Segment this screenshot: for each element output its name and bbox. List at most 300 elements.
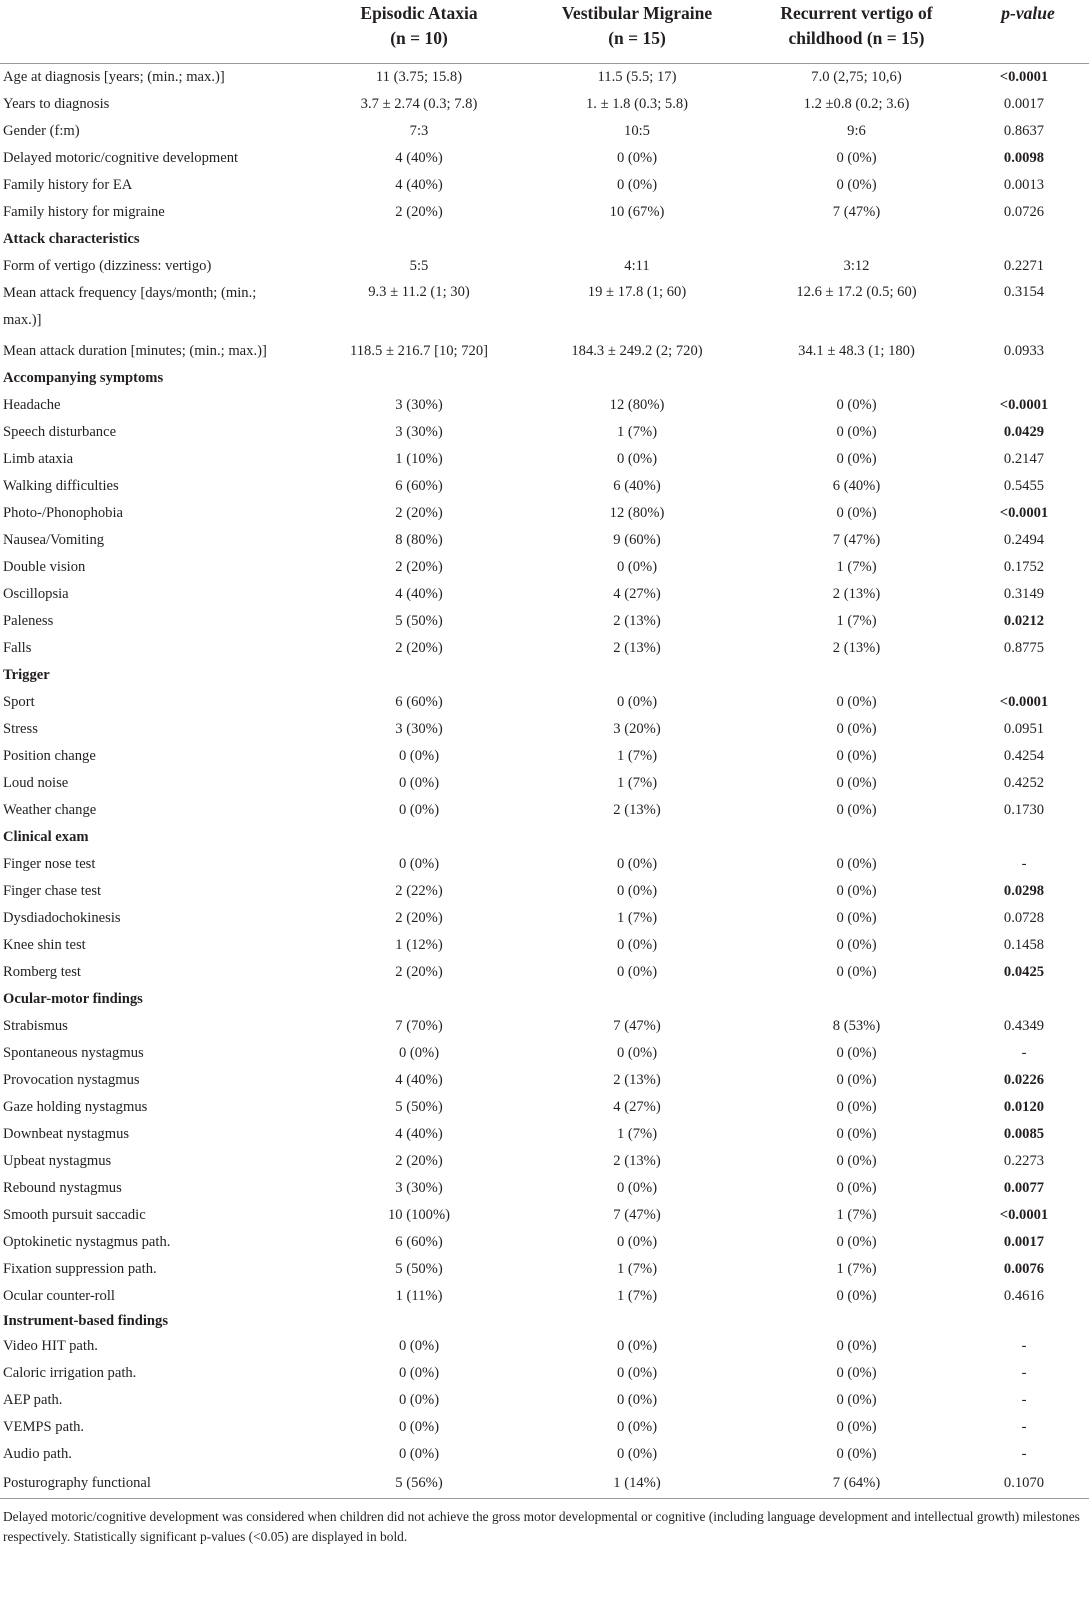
value-p: <0.0001 <box>999 69 1049 85</box>
value-episodic-ataxia: 3.7 ± 2.74 (0.3; 7.8) <box>360 96 478 112</box>
table-row <box>0 1414 1089 1441</box>
value-recurrent-vertigo <box>746 226 967 253</box>
value-vestibular-migraine: 0 (0%) <box>616 964 658 980</box>
value-recurrent-vertigo: 7 (64%) <box>746 1468 967 1499</box>
row-label: Audio path. <box>3 1446 72 1462</box>
header-rvc-count: childhood (n = 15) <box>788 28 925 48</box>
value-p: 0.0726 <box>1003 204 1045 220</box>
value-vestibular-migraine: 0 (0%) <box>616 937 658 953</box>
value-p: 0.3154 <box>1003 284 1045 300</box>
value-p: - <box>1021 1446 1027 1462</box>
row-label: Form of vertigo (dizziness: vertigo) <box>3 258 212 274</box>
row-label: Smooth pursuit saccadic <box>3 1207 146 1223</box>
table-row <box>0 851 1089 878</box>
value-p: 0.0013 <box>1003 177 1045 193</box>
value-vestibular-migraine: 11.5 (5.5; 17) <box>597 69 677 85</box>
value-episodic-ataxia: 5 (56%) <box>310 1468 528 1499</box>
value-recurrent-vertigo: 1 (7%) <box>836 1261 877 1277</box>
value-vestibular-migraine: 7 (47%) <box>613 1018 661 1034</box>
value-recurrent-vertigo: 0 (0%) <box>836 505 877 521</box>
value-p: 0.2494 <box>1003 532 1045 548</box>
value-vestibular-migraine: 1 (7%) <box>616 910 658 926</box>
table-row <box>0 1040 1089 1067</box>
table-row <box>0 1013 1089 1040</box>
value-episodic-ataxia <box>310 824 528 851</box>
value-vestibular-migraine: 1 (14%) <box>528 1468 746 1499</box>
value-recurrent-vertigo: 3:12 <box>843 258 870 274</box>
value-vestibular-migraine: 1 (7%) <box>616 1288 658 1304</box>
table-body <box>0 64 1089 1499</box>
header-p-value <box>967 0 1089 64</box>
value-recurrent-vertigo: 0 (0%) <box>836 775 877 791</box>
value-recurrent-vertigo: 0 (0%) <box>836 1365 877 1381</box>
value-p: 0.2147 <box>1003 451 1045 467</box>
table-row <box>0 1333 1089 1360</box>
value-p: 0.1458 <box>1003 937 1045 953</box>
value-recurrent-vertigo: 0 (0%) <box>836 1180 877 1196</box>
value-recurrent-vertigo <box>746 662 967 689</box>
value-vestibular-migraine: 2 (13%) <box>613 613 661 629</box>
value-episodic-ataxia <box>310 662 528 689</box>
value-p: 0.2273 <box>1003 1153 1045 1169</box>
table-row <box>0 1202 1089 1229</box>
value-episodic-ataxia: 3 (30%) <box>395 424 443 440</box>
value-recurrent-vertigo: 0 (0%) <box>836 1446 877 1462</box>
value-vestibular-migraine: 12 (80%) <box>609 505 665 521</box>
value-recurrent-vertigo: 0 (0%) <box>836 883 877 899</box>
value-vestibular-migraine: 2 (13%) <box>613 1072 661 1088</box>
table-row <box>0 280 1089 338</box>
value-vestibular-migraine: 12 (80%) <box>609 397 665 413</box>
value-episodic-ataxia: 4 (40%) <box>395 1126 443 1142</box>
value-vestibular-migraine: 0 (0%) <box>616 451 658 467</box>
value-episodic-ataxia: 9.3 ± 11.2 (1; 30) <box>368 284 470 300</box>
value-vestibular-migraine <box>528 365 746 392</box>
value-episodic-ataxia <box>310 986 528 1013</box>
table-row <box>0 905 1089 932</box>
table-row <box>0 635 1089 662</box>
row-label: Walking difficulties <box>3 478 119 494</box>
value-recurrent-vertigo: 0 (0%) <box>836 721 877 737</box>
value-episodic-ataxia: 8 (80%) <box>395 532 443 548</box>
row-label: Years to diagnosis <box>3 96 110 112</box>
value-p: 0.0933 <box>1003 343 1045 359</box>
table-row <box>0 743 1089 770</box>
row-label: Finger nose test <box>3 856 96 872</box>
table-row <box>0 118 1089 145</box>
value-recurrent-vertigo: 0 (0%) <box>836 856 877 872</box>
value-recurrent-vertigo: 7 (47%) <box>832 204 881 220</box>
row-label: Falls <box>3 640 32 656</box>
value-p: 0.4254 <box>1003 748 1045 764</box>
value-episodic-ataxia: 2 (20%) <box>395 204 443 220</box>
value-recurrent-vertigo: 0 (0%) <box>836 1234 877 1250</box>
value-recurrent-vertigo: 7 (47%) <box>832 532 881 548</box>
row-label: Video HIT path. <box>3 1338 98 1354</box>
value-episodic-ataxia: 5:5 <box>409 258 429 274</box>
value-p: <0.0001 <box>999 694 1049 710</box>
value-vestibular-migraine: 0 (0%) <box>616 883 658 899</box>
value-episodic-ataxia: 0 (0%) <box>398 1392 440 1408</box>
row-label: Caloric irrigation path. <box>3 1365 137 1381</box>
value-p <box>967 824 1089 851</box>
section-heading: Trigger <box>3 667 50 683</box>
row-label: Loud noise <box>3 775 69 791</box>
header-vm-title: Vestibular Migraine <box>561 3 713 23</box>
row-label: Position change <box>3 748 96 764</box>
value-episodic-ataxia: 0 (0%) <box>398 748 440 764</box>
table-row <box>0 770 1089 797</box>
row-label: Gaze holding nystagmus <box>3 1099 148 1115</box>
header-ea-count: (n = 10) <box>390 28 448 48</box>
value-vestibular-migraine: 1 (7%) <box>616 1261 658 1277</box>
table-row <box>0 1441 1089 1468</box>
table-row <box>0 473 1089 500</box>
value-p: 0.0076 <box>1003 1261 1045 1277</box>
value-p: 0.0017 <box>1003 1234 1045 1250</box>
value-vestibular-migraine: 0 (0%) <box>616 1365 658 1381</box>
section-row <box>0 824 1089 851</box>
row-label: Downbeat nystagmus <box>3 1126 130 1142</box>
table-row <box>0 1121 1089 1148</box>
value-episodic-ataxia: 2 (22%) <box>395 883 443 899</box>
table-row <box>0 1387 1089 1414</box>
row-label: Gender (f:m) <box>3 123 80 139</box>
value-p: 0.0425 <box>1003 964 1045 980</box>
section-heading: Ocular-motor findings <box>3 991 143 1007</box>
value-p: - <box>1021 1045 1027 1061</box>
value-vestibular-migraine <box>528 824 746 851</box>
value-recurrent-vertigo: 0 (0%) <box>836 150 877 166</box>
row-label: Photo-/Phonophobia <box>3 505 123 521</box>
table-row <box>0 172 1089 199</box>
value-p: 0.0728 <box>1003 910 1045 926</box>
section-heading: Attack characteristics <box>3 231 140 247</box>
value-p: 0.0120 <box>1003 1099 1045 1115</box>
value-vestibular-migraine: 6 (40%) <box>613 478 661 494</box>
value-recurrent-vertigo: 1 (7%) <box>836 613 877 629</box>
row-label: Spontaneous nystagmus <box>3 1045 144 1061</box>
value-vestibular-migraine: 4:11 <box>624 258 650 274</box>
row-label: Ocular counter-roll <box>3 1288 115 1304</box>
value-recurrent-vertigo: 0 (0%) <box>836 1045 877 1061</box>
value-p: 0.8775 <box>1003 640 1045 656</box>
table-header <box>0 0 1089 64</box>
value-vestibular-migraine: 1 (7%) <box>616 748 658 764</box>
table-row <box>0 797 1089 824</box>
value-episodic-ataxia: 10 (100%) <box>387 1207 450 1223</box>
value-recurrent-vertigo: 34.1 ± 48.3 (1; 180) <box>798 343 915 359</box>
value-vestibular-migraine: 4 (27%) <box>613 1099 661 1115</box>
value-episodic-ataxia <box>310 226 528 253</box>
value-recurrent-vertigo: 12.6 ± 17.2 (0.5; 60) <box>796 284 917 300</box>
value-episodic-ataxia: 0 (0%) <box>398 802 440 818</box>
value-vestibular-migraine: 0 (0%) <box>616 559 658 575</box>
table-row <box>0 392 1089 419</box>
value-vestibular-migraine <box>528 986 746 1013</box>
value-episodic-ataxia: 0 (0%) <box>398 856 440 872</box>
value-recurrent-vertigo: 0 (0%) <box>836 177 877 193</box>
value-p: 0.0017 <box>1003 96 1045 112</box>
value-p: 0.8637 <box>1003 123 1045 139</box>
value-p: <0.0001 <box>999 505 1049 521</box>
header-vm-count: (n = 15) <box>608 28 666 48</box>
table-row <box>0 1067 1089 1094</box>
row-label: Headache <box>3 397 61 413</box>
table-row <box>0 1229 1089 1256</box>
value-vestibular-migraine <box>528 662 746 689</box>
value-recurrent-vertigo <box>746 365 967 392</box>
table-row <box>0 64 1089 92</box>
row-label: Nausea/Vomiting <box>3 532 105 548</box>
value-p: 0.0298 <box>1003 883 1045 899</box>
value-vestibular-migraine: 19 ± 17.8 (1; 60) <box>587 284 687 300</box>
row-label: Optokinetic nystagmus path. <box>3 1234 171 1250</box>
row-label: Double vision <box>3 559 86 575</box>
table-row <box>0 1094 1089 1121</box>
value-recurrent-vertigo: 0 (0%) <box>836 694 877 710</box>
value-episodic-ataxia: 5 (50%) <box>395 613 443 629</box>
value-p: 0.1070 <box>967 1468 1089 1499</box>
header-recurrent-vertigo <box>746 0 967 64</box>
header-p-value-label: p-value <box>1001 3 1055 23</box>
table-row <box>0 1468 1089 1499</box>
value-recurrent-vertigo: 9:6 <box>847 123 866 139</box>
value-p: 0.0077 <box>1003 1180 1045 1196</box>
row-label: Limb ataxia <box>3 451 74 467</box>
value-vestibular-migraine: 2 (13%) <box>613 802 661 818</box>
section-heading: Clinical exam <box>3 829 89 845</box>
value-vestibular-migraine: 10 (67%) <box>609 204 665 220</box>
value-episodic-ataxia: 5 (50%) <box>395 1261 443 1277</box>
row-label: Oscillopsia <box>3 586 69 602</box>
value-episodic-ataxia: 1 (12%) <box>395 937 443 953</box>
value-p: - <box>1021 1392 1027 1408</box>
table-row <box>0 608 1089 635</box>
value-episodic-ataxia <box>310 1310 528 1333</box>
row-label: Provocation nystagmus <box>3 1072 140 1088</box>
value-vestibular-migraine: 0 (0%) <box>616 1180 658 1196</box>
table-row <box>0 253 1089 280</box>
section-row <box>0 365 1089 392</box>
value-vestibular-migraine: 184.3 ± 249.2 (2; 720) <box>571 343 703 359</box>
value-recurrent-vertigo: 0 (0%) <box>836 1419 877 1435</box>
value-vestibular-migraine: 0 (0%) <box>616 1392 658 1408</box>
value-vestibular-migraine: 7 (47%) <box>613 1207 661 1223</box>
header-episodic-ataxia <box>310 0 528 64</box>
value-episodic-ataxia: 0 (0%) <box>398 1045 440 1061</box>
value-recurrent-vertigo: 0 (0%) <box>836 802 877 818</box>
value-vestibular-migraine <box>528 226 746 253</box>
value-vestibular-migraine: 3 (20%) <box>613 721 661 737</box>
value-recurrent-vertigo: 0 (0%) <box>836 397 877 413</box>
table-row <box>0 878 1089 905</box>
value-p: 0.0098 <box>1003 150 1045 166</box>
value-vestibular-migraine: 0 (0%) <box>616 1419 658 1435</box>
row-label: VEMPS path. <box>3 1419 85 1435</box>
row-label: Romberg test <box>3 964 81 980</box>
value-episodic-ataxia: 6 (60%) <box>395 478 443 494</box>
table-row <box>0 500 1089 527</box>
value-episodic-ataxia: 3 (30%) <box>395 721 443 737</box>
value-p: - <box>1021 1338 1027 1354</box>
value-vestibular-migraine: 1. ± 1.8 (0.3; 5.8) <box>585 96 689 112</box>
value-p: 0.5455 <box>1003 478 1045 494</box>
value-vestibular-migraine: 0 (0%) <box>616 1234 658 1250</box>
table-row <box>0 932 1089 959</box>
row-label: Age at diagnosis [years; (min.; max.)] <box>3 69 225 85</box>
value-episodic-ataxia: 0 (0%) <box>398 1338 440 1354</box>
value-vestibular-migraine: 0 (0%) <box>616 856 658 872</box>
row-label: Fixation suppression path. <box>3 1261 157 1277</box>
value-recurrent-vertigo: 2 (13%) <box>832 640 881 656</box>
value-recurrent-vertigo: 0 (0%) <box>836 451 877 467</box>
row-label: Mean attack duration [minutes; (min.; max.)] <box>3 343 267 359</box>
value-p: 0.3149 <box>1003 586 1045 602</box>
table-row <box>0 1175 1089 1202</box>
row-label: Rebound nystagmus <box>3 1180 122 1196</box>
value-episodic-ataxia: 1 (11%) <box>395 1288 443 1304</box>
value-vestibular-migraine: 4 (27%) <box>613 586 661 602</box>
value-episodic-ataxia: 7 (70%) <box>395 1018 443 1034</box>
table-row <box>0 1256 1089 1283</box>
value-episodic-ataxia: 4 (40%) <box>395 177 443 193</box>
value-p: 0.0226 <box>1003 1072 1045 1088</box>
header-empty-cell <box>0 0 310 64</box>
value-episodic-ataxia: 2 (20%) <box>395 910 443 926</box>
table-row <box>0 1283 1089 1310</box>
section-heading: Instrument-based findings <box>3 1313 169 1329</box>
row-label: Paleness <box>3 613 54 629</box>
value-vestibular-migraine: 0 (0%) <box>616 1045 658 1061</box>
value-recurrent-vertigo <box>746 986 967 1013</box>
value-recurrent-vertigo: 1.2 ±0.8 (0.2; 3.6) <box>803 96 910 112</box>
value-recurrent-vertigo: 0 (0%) <box>836 1288 877 1304</box>
value-p: 0.2271 <box>1003 258 1045 274</box>
value-episodic-ataxia: 3 (30%) <box>395 1180 443 1196</box>
value-p: 0.0429 <box>1003 424 1045 440</box>
value-vestibular-migraine: 0 (0%) <box>616 177 658 193</box>
value-vestibular-migraine: 0 (0%) <box>616 1446 658 1462</box>
row-label: AEP path. <box>3 1392 63 1408</box>
row-label <box>0 280 310 338</box>
table-row <box>0 959 1089 986</box>
value-vestibular-migraine: 0 (0%) <box>616 1338 658 1354</box>
value-p <box>967 1310 1089 1333</box>
header-vestibular-migraine <box>528 0 746 64</box>
value-recurrent-vertigo: 0 (0%) <box>836 1072 877 1088</box>
value-recurrent-vertigo: 0 (0%) <box>836 964 877 980</box>
section-heading: Accompanying symptoms <box>3 370 164 386</box>
row-label: Delayed motoric/cognitive development <box>3 150 239 166</box>
value-episodic-ataxia: 6 (60%) <box>395 1234 443 1250</box>
value-episodic-ataxia: 2 (20%) <box>395 559 443 575</box>
value-episodic-ataxia: 0 (0%) <box>398 1419 440 1435</box>
row-label: Speech disturbance <box>3 424 117 440</box>
row-label: Family history for migraine <box>3 204 165 220</box>
value-episodic-ataxia: 3 (30%) <box>395 397 443 413</box>
value-recurrent-vertigo: 7.0 (2,75; 10,6) <box>811 69 902 85</box>
value-recurrent-vertigo: 2 (13%) <box>832 586 881 602</box>
value-vestibular-migraine: 1 (7%) <box>616 775 658 791</box>
table-row <box>0 446 1089 473</box>
table-row <box>0 199 1089 226</box>
value-p: - <box>1021 1365 1027 1381</box>
header-ea-title: Episodic Ataxia <box>360 3 478 23</box>
value-p: <0.0001 <box>999 1207 1049 1223</box>
value-p: 0.1752 <box>1003 559 1045 575</box>
value-recurrent-vertigo: 0 (0%) <box>836 937 877 953</box>
value-vestibular-migraine: 2 (13%) <box>613 1153 661 1169</box>
value-recurrent-vertigo: 1 (7%) <box>836 1207 877 1223</box>
section-row <box>0 986 1089 1013</box>
value-p: - <box>1021 1419 1027 1435</box>
value-p <box>967 365 1089 392</box>
value-vestibular-migraine: 10:5 <box>624 123 650 139</box>
value-episodic-ataxia: 2 (20%) <box>395 1153 443 1169</box>
table-row <box>0 1360 1089 1387</box>
value-recurrent-vertigo: 0 (0%) <box>836 1153 877 1169</box>
table-row <box>0 689 1089 716</box>
table-row <box>0 91 1089 118</box>
value-recurrent-vertigo <box>746 824 967 851</box>
value-episodic-ataxia: 4 (40%) <box>395 586 443 602</box>
value-recurrent-vertigo: 0 (0%) <box>836 1338 877 1354</box>
row-label: Weather change <box>3 802 97 818</box>
header-rvc-title: Recurrent vertigo of <box>780 3 933 23</box>
value-recurrent-vertigo: 8 (53%) <box>832 1018 881 1034</box>
section-row <box>0 1310 1089 1333</box>
section-row <box>0 226 1089 253</box>
table-row <box>0 554 1089 581</box>
table-row <box>0 419 1089 446</box>
value-recurrent-vertigo: 1 (7%) <box>836 559 877 575</box>
value-p <box>967 662 1089 689</box>
value-p: - <box>1021 856 1027 872</box>
value-vestibular-migraine: 0 (0%) <box>616 150 658 166</box>
row-label: Stress <box>3 721 38 737</box>
value-recurrent-vertigo <box>746 1310 967 1333</box>
table-row <box>0 716 1089 743</box>
value-episodic-ataxia: 11 (3.75; 15.8) <box>375 69 463 85</box>
table-row <box>0 1148 1089 1175</box>
value-vestibular-migraine: 1 (7%) <box>616 1126 658 1142</box>
value-episodic-ataxia <box>310 365 528 392</box>
value-episodic-ataxia: 2 (20%) <box>395 640 443 656</box>
value-episodic-ataxia: 0 (0%) <box>398 1365 440 1381</box>
value-episodic-ataxia: 6 (60%) <box>395 694 443 710</box>
row-label: Posturography functional <box>0 1468 310 1499</box>
value-p: 0.0085 <box>1003 1126 1045 1142</box>
value-vestibular-migraine: 1 (7%) <box>616 424 658 440</box>
value-p: 0.0212 <box>1003 613 1045 629</box>
table-row <box>0 581 1089 608</box>
value-recurrent-vertigo: 0 (0%) <box>836 1126 877 1142</box>
table-footnote: Delayed motoric/cognitive development was considered when children did not achieve the gross motor developmental or cognitive (including language development and intellectual growth) milestones respectively. Statistically significant p-values (<0.05) are displayed in bold. <box>3 1509 1080 1544</box>
row-label: Strabismus <box>3 1018 68 1034</box>
row-label: Finger chase test <box>3 883 102 899</box>
value-vestibular-migraine: 9 (60%) <box>613 532 661 548</box>
row-label: Family history for EA <box>3 177 133 193</box>
value-p: 0.4349 <box>1003 1018 1045 1034</box>
value-recurrent-vertigo: 0 (0%) <box>836 1099 877 1115</box>
table-row <box>0 145 1089 172</box>
value-recurrent-vertigo: 6 (40%) <box>832 478 881 494</box>
table-row <box>0 338 1089 365</box>
value-recurrent-vertigo: 0 (0%) <box>836 748 877 764</box>
value-episodic-ataxia: 1 (10%) <box>395 451 443 467</box>
value-episodic-ataxia: 7:3 <box>409 123 429 139</box>
